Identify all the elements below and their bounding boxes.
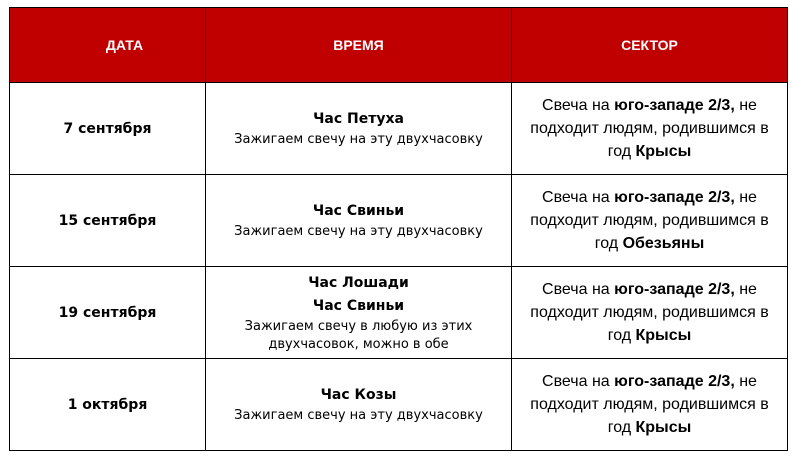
time-cell xyxy=(206,175,512,267)
sector-direction: юго-западе 2/3, xyxy=(614,373,735,390)
table-row xyxy=(10,175,788,267)
sector-prefix: Свеча на xyxy=(542,373,615,390)
sector-animal: Крысы xyxy=(635,143,692,160)
sector-middle: не подходит людям, родившимся в год xyxy=(530,281,769,344)
sector-prefix: Свеча на xyxy=(542,281,615,298)
time-note: Зажигаем свечу на эту двухчасовку xyxy=(234,132,483,147)
sector-animal: Обезьяны xyxy=(622,235,705,252)
sector-direction: юго-западе 2/3, xyxy=(614,97,735,114)
table-row xyxy=(10,359,788,451)
table-row xyxy=(10,83,788,175)
header-row xyxy=(10,8,788,83)
time-cell xyxy=(206,83,512,175)
sector-cell xyxy=(512,83,788,175)
sector-cell xyxy=(512,267,788,359)
sector-middle: не подходит людям, родившимся в год xyxy=(530,97,769,160)
date-cell: 15 сентября xyxy=(10,175,206,267)
date-cell: 19 сентября xyxy=(10,267,206,359)
hour-label: Час Свиньи xyxy=(312,203,405,219)
sector-prefix: Свеча на xyxy=(542,189,615,206)
header-sector: СЕКТОР xyxy=(512,8,788,83)
sector-animal: Крысы xyxy=(635,327,692,344)
schedule-table xyxy=(9,7,788,451)
table-row xyxy=(10,267,788,359)
hour-label: Час Петуха xyxy=(313,111,404,127)
sector-cell xyxy=(512,359,788,451)
sector-cell xyxy=(512,175,788,267)
time-note: Зажигаем свечу на эту двухчасовку xyxy=(234,408,483,423)
sector-middle: не подходит людям, родившимся в год xyxy=(530,373,769,436)
sector-middle: не подходит людям, родившимся в год xyxy=(530,189,769,252)
time-cell xyxy=(206,267,512,359)
date-cell: 1 октября xyxy=(10,359,206,451)
hour-label: Час Лошади xyxy=(308,274,409,291)
time-cell xyxy=(206,359,512,451)
date-cell: 7 сентября xyxy=(10,83,206,175)
header-time: ВРЕМЯ xyxy=(206,8,512,83)
hour-label: Час Козы xyxy=(320,387,397,403)
header-date: ДАТА xyxy=(10,8,206,83)
time-note: Зажигаем свечу на эту двухчасовку xyxy=(234,224,483,239)
time-note: Зажигаем свечу в любую из этих двухчасовок, можно в обе xyxy=(244,318,473,352)
sector-animal: Крысы xyxy=(635,419,692,436)
hour-label: Час Свиньи xyxy=(312,297,405,314)
sector-prefix: Свеча на xyxy=(542,97,615,114)
sector-direction: юго-западе 2/3, xyxy=(614,281,735,298)
sector-direction: юго-западе 2/3, xyxy=(614,189,735,206)
